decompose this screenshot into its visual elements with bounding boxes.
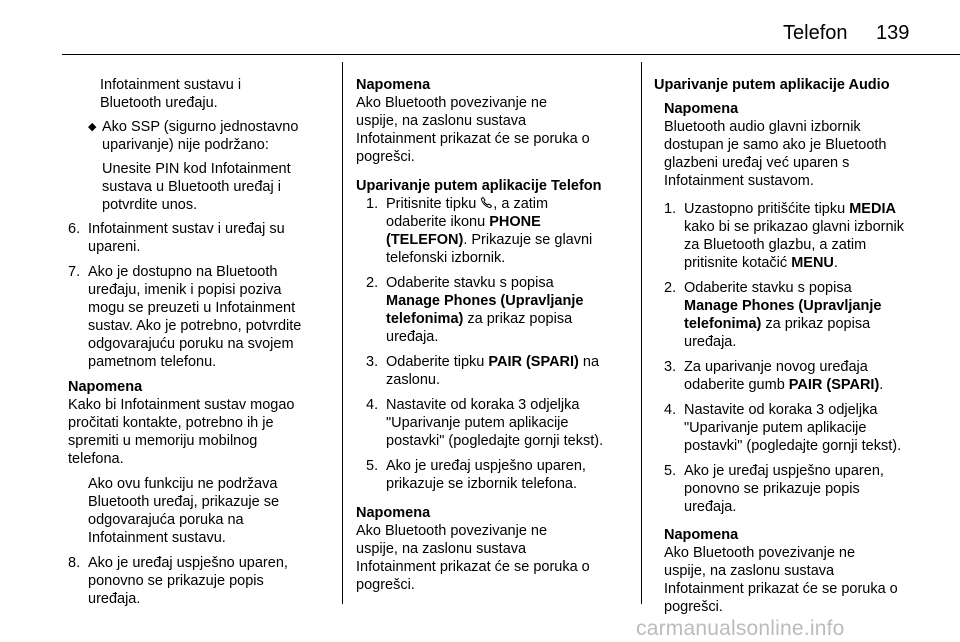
note-heading: Napomena: [356, 505, 431, 521]
column-divider-1: [342, 62, 343, 604]
note-heading: Napomena: [356, 77, 431, 93]
page-header: [0, 20, 960, 50]
note-block: Napomena Ako Bluetooth povezivanje ne uspije, na zaslonu sustava Infotainment prikazat će se poruka o pogrešci.: [356, 76, 628, 166]
list-item: 5. Ako je uređaj uspješno uparen, prikazuje se izbornik telefona.: [366, 458, 586, 492]
list-item: 2. Odaberite stavku s popisa Manage Phones (Upravljanje telefonima) za prikaz popisa uređaja.: [664, 280, 882, 350]
page-number: 139: [876, 22, 910, 44]
note-heading: Napomena: [664, 527, 739, 543]
header-divider: [62, 54, 960, 55]
list-item: 1. Pritisnite tipku , a zatim odaberite ikonu PHONE (TELEFON). Prikazuje se glavni telefonski izbornik.: [366, 196, 593, 266]
phone-icon: [480, 196, 493, 209]
list-item: 7. Ako je dostupno na Bluetooth uređaju, imenik i popisi poziva mogu se preuzeti u Infotainment sustav. Ako je potrebno, potvrdite odgovarajuću poruku na svojem pametnom telefonu.: [68, 264, 302, 370]
pin-instruction: Unesite PIN kod Infotainment sustava u Bluetooth uređaj i potvrdite unos.: [102, 161, 291, 213]
note-heading: Napomena: [68, 379, 143, 395]
page-title: Telefon: [783, 22, 848, 44]
column-divider-2: [641, 62, 642, 604]
list-item: 3. Odaberite tipku PAIR (SPARI) na zaslonu.: [366, 354, 600, 388]
list-item: 6. Infotainment sustav i uređaj su upareni.: [68, 221, 285, 255]
note-subtext: Ako ovu funkciju ne podržava Bluetooth uređaj, prikazuje se odgovarajuća poruka na Infotainment sustavu.: [88, 476, 280, 546]
list-item: 2. Odaberite stavku s popisa Manage Phones (Upravljanje telefonima) za prikaz popisa uređaja.: [366, 275, 584, 345]
note-block: Napomena Bluetooth audio glavni izbornik dostupan je samo ako je Bluetooth glazbeni uređaj već uparen s Infotainment sustavom.: [654, 100, 926, 190]
list-item: 4. Nastavite od koraka 3 odjeljka "Uparivanje putem aplikacije postavki" (pogledajte gornji tekst).: [366, 397, 604, 449]
bullet-item: ◆ Ako SSP (sigurno jednostavno uparivanje) nije podržano:: [88, 119, 299, 153]
list-item: 4. Nastavite od koraka 3 odjeljka "Uparivanje putem aplikacije postavki" (pogledajte gornji tekst).: [664, 402, 902, 454]
list-item: 3. Za uparivanje novog uređaja odaberite gumb PAIR (SPARI).: [664, 359, 884, 393]
list-item: 1. Uzastopno pritišćite tipku MEDIA kako bi se prikazao glavni izbornik za Bluetooth glazbu, a zatim pritisnite kotačić MENU.: [664, 201, 905, 271]
section-heading: Uparivanje putem aplikacije Telefon: [356, 178, 602, 194]
list-item: 5. Ako je uređaj uspješno uparen, ponovno se prikazuje popis uređaja.: [664, 463, 884, 515]
note-heading: Napomena: [664, 101, 739, 117]
diamond-bullet-icon: ◆: [88, 121, 97, 133]
watermark-text: carmanualsonline.info: [636, 617, 845, 640]
note-block: Napomena Kako bi Infotainment sustav mogao pročitati kontakte, potrebno ih je spremiti u memoriju mobilnog telefona.: [68, 378, 330, 468]
list-item: 8. Ako je uređaj uspješno uparen, ponovno se prikazuje popis uređaja.: [68, 555, 288, 607]
section-heading: Uparivanje putem aplikacije Audio: [654, 77, 890, 93]
continued-text: Infotainment sustavu i Bluetooth uređaju.: [100, 77, 242, 111]
note-block: Napomena Ako Bluetooth povezivanje ne uspije, na zaslonu sustava Infotainment prikazat će se poruka o pogrešci.: [664, 526, 926, 616]
note-block: Napomena Ako Bluetooth povezivanje ne uspije, na zaslonu sustava Infotainment prikazat će se poruka o pogrešci.: [356, 504, 628, 594]
column-3: [654, 76, 926, 616]
column-1: [68, 76, 330, 608]
column-2: [356, 76, 628, 594]
